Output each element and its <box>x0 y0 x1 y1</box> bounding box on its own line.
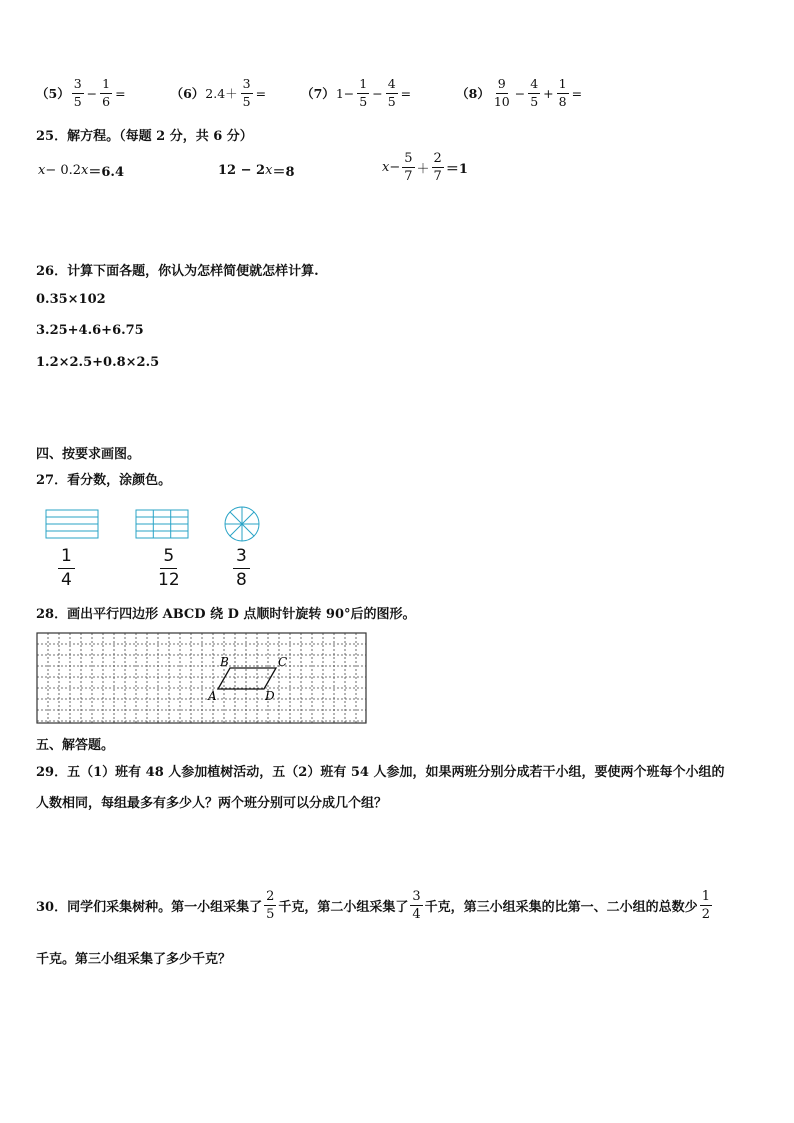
fraction-9-10: $\frac{9}{10}$ <box>493 76 510 109</box>
fraction-1-8: $\frac{1}{8}$ <box>558 76 567 109</box>
q27-figures <box>0 500 300 590</box>
fraction-1-2: $\frac{1}{2}$ <box>701 889 710 922</box>
operator: = <box>400 85 412 101</box>
circle-eighths-shape[interactable] <box>225 507 259 541</box>
fraction-2-7: $\frac{2}{7}$ <box>433 151 442 184</box>
vertex-label-b: B <box>220 655 229 669</box>
fraction-4-5: $\frac{4}{5}$ <box>387 76 396 109</box>
q24-expression-8 <box>456 78 583 108</box>
q27-title: 27．看分数，涂颜色。 <box>36 473 172 488</box>
q26-item-3: 1.2×2.5+0.8×2.5 <box>36 355 160 370</box>
q27-fraction-3-8: $\frac{3}{8}$ <box>233 548 250 589</box>
q24-expressions-row <box>36 78 583 108</box>
vertex-label-c: C <box>278 655 288 669</box>
operator: − <box>514 85 526 101</box>
eq2-lhs: 12 − 2 <box>218 163 266 178</box>
q26-title: 26．计算下面各题，你认为怎样简便就怎样计算. <box>36 264 319 279</box>
q30-text-3: 千克，第三小组采集的比第一、二小组的总数少 <box>424 900 698 915</box>
q24-expression-6 <box>171 78 268 108</box>
section-4-heading: 四、按要求画图。 <box>36 447 141 462</box>
q25-equation-2 <box>218 161 294 180</box>
fraction-3-5: $\frac{3}{5}$ <box>73 76 82 109</box>
section-5-heading: 五、解答题。 <box>36 738 115 753</box>
q26-item-1: 0.35×102 <box>36 292 106 307</box>
fraction-5-7: $\frac{5}{7}$ <box>404 151 413 184</box>
q24-expression-7 <box>301 78 412 108</box>
dotted-grid <box>37 633 366 723</box>
q25-title: 25．解方程。（每题 2 分，共 6 分） <box>36 129 253 144</box>
eq3-op1: − <box>389 160 401 175</box>
vertex-label-a: A <box>208 689 217 703</box>
q30-text-2: 千克，第二小组采集了 <box>278 900 409 915</box>
q25-equation-3 <box>382 152 468 183</box>
operator: = <box>255 85 267 101</box>
var-x: x <box>38 163 46 178</box>
var-x: x <box>265 163 273 178</box>
fraction-3-4: $\frac{3}{4}$ <box>412 889 421 922</box>
q24-item-label: （7） <box>301 86 335 101</box>
rect-quarters-shape[interactable] <box>46 510 98 538</box>
operator: = <box>571 85 583 101</box>
eq2-rhs: ＝8 <box>272 165 295 180</box>
operator: − <box>372 85 383 101</box>
parallelogram-abcd <box>218 668 276 689</box>
q29-line-1: 29．五（1）班有 48 人参加植树活动，五（2）班有 54 人参加，如果两班分别分成若干小组，要使两个班每个小组的 <box>36 765 725 780</box>
eq1-mid: − 0.2 <box>45 163 82 178</box>
operator: − <box>86 85 98 101</box>
rect-twelfths-shape[interactable] <box>136 510 188 538</box>
fraction-1-6: $\frac{1}{6}$ <box>102 76 111 109</box>
q24-item-label: （8） <box>456 86 490 101</box>
fraction-4-5: $\frac{4}{5}$ <box>530 76 539 109</box>
fraction-1-5: $\frac{1}{5}$ <box>359 76 368 109</box>
q24-expression-5 <box>36 78 127 108</box>
fraction-3-5: $\frac{3}{5}$ <box>242 76 251 109</box>
q30-text-1: 30．同学们采集树种。第一小组采集了 <box>36 900 263 915</box>
vertex-label-d: D <box>265 689 275 703</box>
q30-line-2: 千克。第三小组采集了多少千克？ <box>36 952 232 967</box>
q29-line-2: 人数相同，每组最多有多少人？两个班分别可以分成几个组？ <box>36 796 388 811</box>
expression-text: 1− <box>335 85 355 101</box>
eq3-rhs: ＝1 <box>445 162 468 177</box>
q25-equation-1 <box>38 161 124 180</box>
var-x: x <box>81 163 89 178</box>
q28-title: 28．画出平行四边形 ABCD 绕 D 点顺时针旋转 90°后的图形。 <box>36 607 416 622</box>
q27-fraction-1-4: $\frac{1}{4}$ <box>58 548 75 589</box>
fraction-2-5: $\frac{2}{5}$ <box>266 889 275 922</box>
operator: + <box>543 85 554 101</box>
eq1-rhs: ＝6.4 <box>88 165 125 180</box>
q26-item-2: 3.25+4.6+6.75 <box>36 323 144 338</box>
q27-fraction-5-12: $\frac{5}{12}$ <box>158 546 180 590</box>
q28-grid-canvas[interactable] <box>36 632 368 726</box>
eq3-op2: ＋ <box>416 162 430 177</box>
q30-line-1 <box>36 890 714 921</box>
expression-text: 2.4＋ <box>205 86 238 101</box>
var-x: x <box>382 160 390 175</box>
q24-item-label: （5） <box>36 86 70 101</box>
operator: = <box>115 85 126 101</box>
q24-item-label: （6） <box>170 86 205 101</box>
